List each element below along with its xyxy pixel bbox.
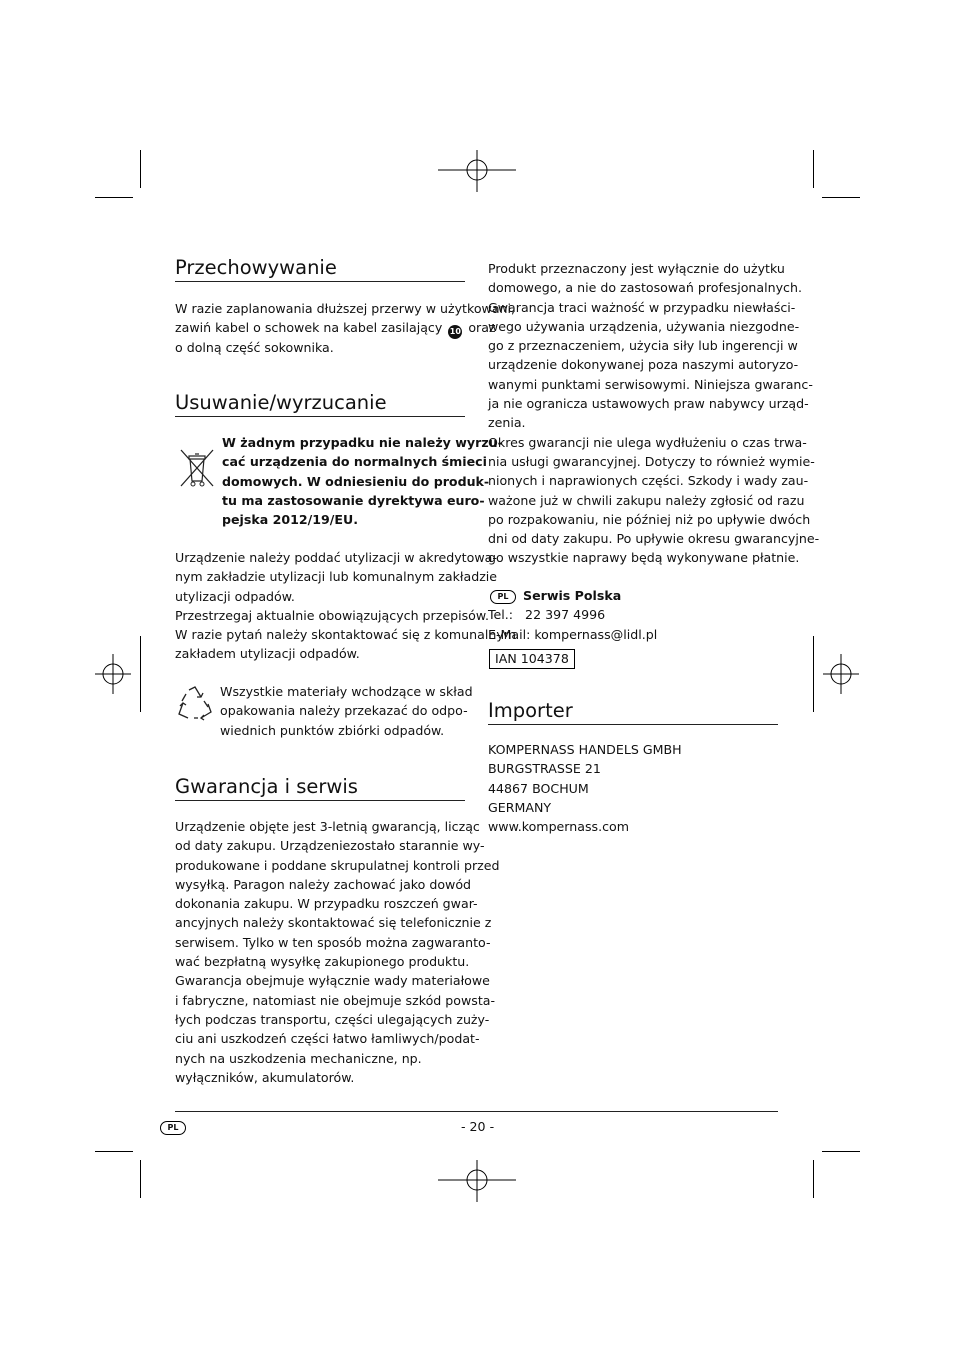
warning-line: W żadnym przypadku nie należy wyrzu- bbox=[222, 435, 503, 450]
recycle-icon bbox=[176, 684, 214, 722]
warranty-line: po rozpakowaniu, nie później niż po upływie dwóch bbox=[488, 511, 811, 527]
warranty-line: go z przeznaczeniem, użycia siły lub ingerencji w bbox=[488, 338, 798, 354]
storage-line-tail: oraz bbox=[468, 320, 496, 336]
recycle-line: wiednich punktów zbiórki odpadów. bbox=[220, 722, 445, 738]
disposal-line: W razie pytań należy skontaktować się z komunalnym bbox=[175, 627, 517, 643]
service-country-badge: PL bbox=[490, 590, 516, 604]
warranty-line: Gwarancja traci ważność w przypadku niewłaści- bbox=[488, 299, 796, 315]
disposal-line: zakładem utylizacji odpadów. bbox=[175, 646, 360, 662]
disposal-heading-rule bbox=[175, 416, 465, 417]
storage-line: W razie zaplanowania dłuższej przerwy w użytkowani, bbox=[175, 301, 516, 316]
warranty-line: urządzenie dokonywanej poza naszymi autoryzo- bbox=[488, 357, 799, 373]
warranty-line: wego używania urządzenia, używania niezgodne- bbox=[488, 318, 800, 334]
importer-line: KOMPERNASS HANDELS GMBH bbox=[488, 742, 682, 757]
recycle-line: Wszystkie materiały wchodzące w skład bbox=[220, 684, 473, 699]
service-email: E-Mail: kompernass@lidl.pl bbox=[488, 627, 658, 642]
importer-heading: Importer bbox=[488, 699, 573, 722]
page-number: - 20 - bbox=[461, 1119, 495, 1134]
warranty-line: produkowane i poddane skrupulatnej kontroli przed bbox=[175, 857, 500, 873]
warranty-line: ważone już w chwili zakupu należy zgłosić od razu bbox=[488, 492, 805, 508]
service-tel: Tel.: 22 397 4996 bbox=[488, 607, 606, 622]
warranty-heading: Gwarancja i serwis bbox=[175, 775, 358, 798]
registration-mark-top bbox=[438, 150, 516, 192]
warranty-line: go wszystkie naprawy będą wykonywane płatnie. bbox=[488, 550, 800, 566]
warranty-line: i fabryczne, natomiast nie obejmuje szkód powsta- bbox=[175, 992, 496, 1008]
importer-line: GERMANY bbox=[488, 799, 552, 815]
registration-mark-right bbox=[823, 654, 859, 694]
warranty-line: Okres gwarancji nie ulega wydłużeniu o czas trwa- bbox=[488, 434, 807, 450]
disposal-warning bbox=[222, 433, 503, 529]
disposal-heading: Usuwanie/wyrzucanie bbox=[175, 391, 387, 414]
part-number-10-icon bbox=[448, 325, 462, 339]
warranty-line: Gwarancja obejmuje wyłącznie wady materiałowe bbox=[175, 973, 490, 989]
disposal-line: Urządzenie należy poddać utylizacji w akredytowa- bbox=[175, 550, 497, 565]
storage-heading: Przechowywanie bbox=[175, 256, 337, 279]
warranty-line: wanymi punktami serwisowymi. Niniejsza gwaranc- bbox=[488, 376, 813, 392]
warranty-line: ancyjnych należy skontaktować się telefonicznie z bbox=[175, 915, 492, 931]
importer-address bbox=[488, 740, 682, 836]
warranty-line: Urządzenie objęte jest 3-letnią gwarancją, licząc bbox=[175, 819, 480, 834]
recycle-line: opakowania należy przekazać do odpo- bbox=[220, 703, 468, 719]
warranty-line: nych na uszkodzenia mechaniczne, np. bbox=[175, 1050, 422, 1066]
warning-line: tu ma zastosowanie dyrektywa euro- bbox=[222, 492, 485, 508]
warranty-line: ciu ani uszkodzeń części łatwo łamliwych/podat- bbox=[175, 1031, 480, 1047]
warning-line: domowych. W odniesieniu do produk- bbox=[222, 473, 490, 489]
recycle-text bbox=[220, 682, 473, 740]
registration-mark-left bbox=[95, 654, 131, 694]
warranty-line: zenia. bbox=[488, 415, 526, 431]
importer-line: 44867 BOCHUM bbox=[488, 780, 589, 796]
importer-line: www.kompernass.com bbox=[488, 819, 629, 835]
storage-heading-rule bbox=[175, 281, 465, 282]
warranty-line: wyłączników, akumulatorów. bbox=[175, 1069, 355, 1085]
disposal-line: Przestrzegaj aktualnie obowiązujących przepisów. bbox=[175, 607, 489, 623]
warranty-continued-text bbox=[488, 259, 819, 568]
registration-mark-bottom bbox=[438, 1160, 516, 1202]
footer-country-badge: PL bbox=[160, 1121, 186, 1135]
warranty-line: ja nie ogranicza ustawowych praw nabywcy urząd- bbox=[488, 396, 809, 412]
warranty-line: nia usługi gwarancyjnej. Dotyczy to również wymie- bbox=[488, 453, 815, 469]
warranty-line: domowego, a nie do zastosowań profesjonalnych. bbox=[488, 280, 802, 296]
warranty-line: serwisem. Tylko w ten sposób można zagwaranto- bbox=[175, 934, 491, 950]
service-title: Serwis Polska bbox=[523, 588, 622, 603]
warranty-line: wać bezpłatną wysyłkę zakupionego produktu. bbox=[175, 954, 470, 970]
storage-text bbox=[175, 299, 515, 357]
ian-number: IAN 104378 bbox=[489, 649, 575, 669]
warranty-text bbox=[175, 817, 500, 1087]
warning-line: cać urządzenia do normalnych śmieci bbox=[222, 454, 487, 470]
warranty-line: Produkt przeznaczony jest wyłącznie do użytku bbox=[488, 261, 785, 276]
part-number-label: 10 bbox=[449, 327, 461, 337]
warranty-line: wysyłką. Paragon należy zachować jako dowód bbox=[175, 876, 472, 892]
warranty-line: łych podczas transportu, części ulegających zuży- bbox=[175, 1011, 490, 1027]
importer-line: BURGSTRASSE 21 bbox=[488, 761, 601, 777]
disposal-text bbox=[175, 548, 516, 664]
warranty-line: od daty zakupu. Urządzeniezostało starannie wy- bbox=[175, 838, 485, 854]
disposal-line: nym zakładzie utylizacji lub komunalnym zakładzie bbox=[175, 569, 498, 585]
importer-heading-rule bbox=[488, 724, 778, 725]
storage-line-text: zawiń kabel o schowek na kabel zasilający bbox=[175, 320, 443, 336]
crossed-bin-icon bbox=[178, 447, 216, 489]
warranty-heading-rule bbox=[175, 800, 465, 801]
warning-line: pejska 2012/19/EU. bbox=[222, 512, 359, 528]
storage-line: o dolną część sokownika. bbox=[175, 339, 334, 355]
warranty-line: dokonania zakupu. W przypadku roszczeń gwar- bbox=[175, 896, 478, 912]
disposal-line: utylizacji odpadów. bbox=[175, 588, 295, 604]
footer-rule bbox=[175, 1111, 778, 1112]
warranty-line: dni od daty zakupu. Po upływie okresu gwarancyjne- bbox=[488, 531, 820, 547]
warranty-line: nionych i naprawionych części. Szkody i wady zau- bbox=[488, 473, 809, 489]
storage-line bbox=[175, 318, 515, 337]
